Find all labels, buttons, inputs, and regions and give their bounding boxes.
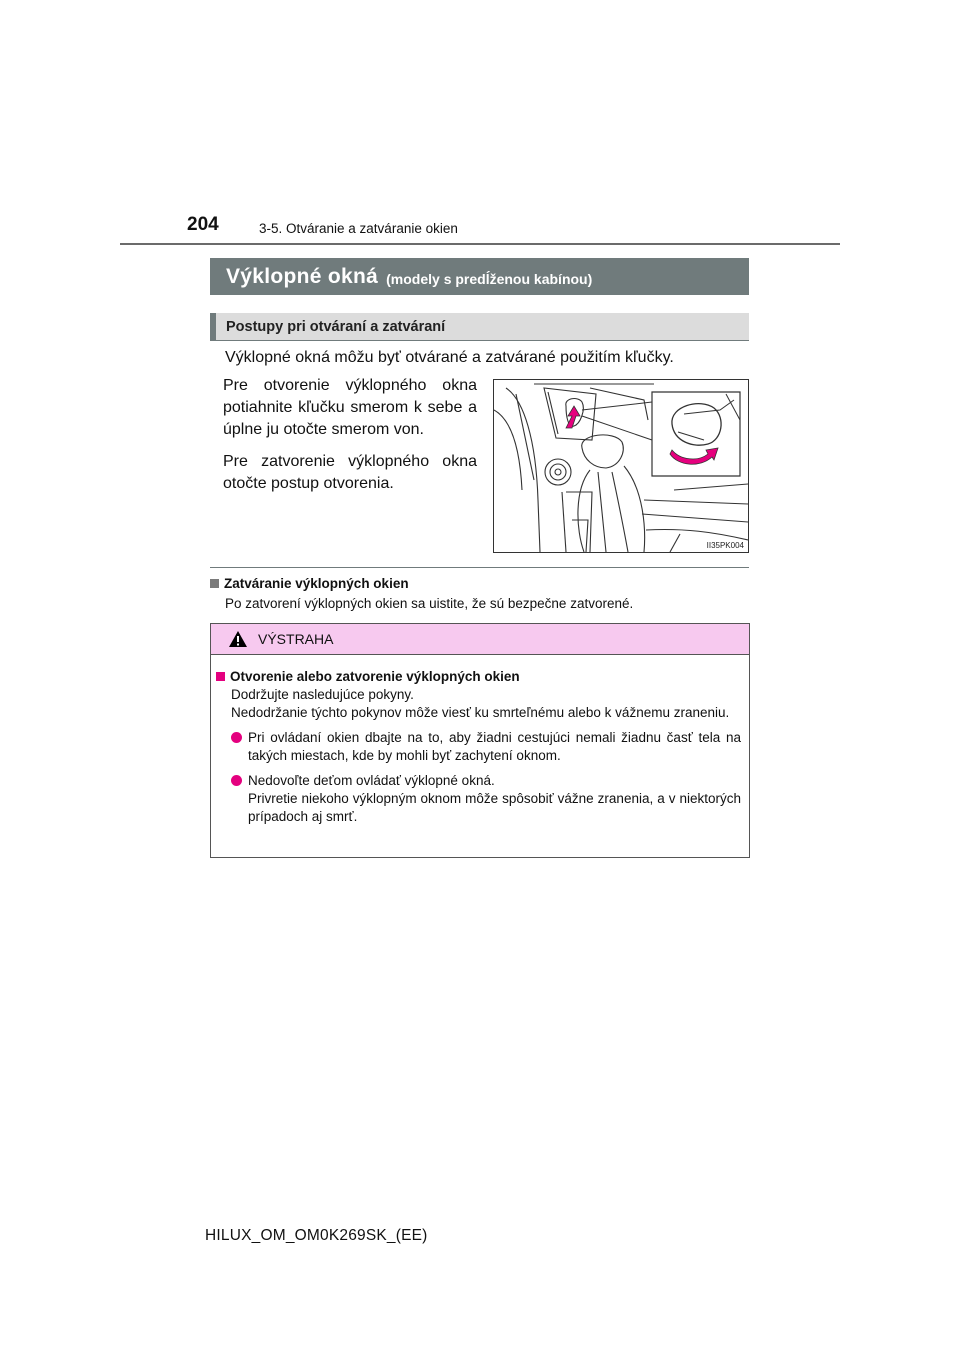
subsection-underline [210,340,749,341]
footer-code: HILUX_OM_OM0K269SK_(EE) [205,1227,428,1244]
intro-text: Výklopné okná môžu byť otvárané a zatvárané použitím kľučky. [225,349,674,366]
round-bullet-icon [231,732,242,743]
warning-title: VÝSTRAHA [258,631,334,647]
header-rule [120,243,840,245]
instruction-open: Pre otvorenie výklopného okna potiahnite kľučku smerom k sebe a úplne ju otočte smerom von. [223,377,477,438]
note-heading-text: Zatváranie výklopných okien [224,576,409,591]
warning-box [210,623,750,858]
section-header: 3-5. Otváranie a zatváranie okien [259,221,458,236]
instruction-close: Pre zatvorenie výklopného okna otočte postup otvorenia. [223,453,477,492]
warning-bullet-line-1: Nedovoľte deťom ovládať výklopné okná. [248,773,495,788]
square-bullet-icon [210,579,219,588]
section-divider [210,567,749,568]
warning-bullet-text: Pri ovládaní okien dbajte na to, aby žiadni cestujúci nemali žiadnu časť tela na takých miestach, kde by mohli byť zachytení oknom. [248,730,741,763]
warning-body [216,686,743,722]
warning-line-1: Dodržujte nasledujúce pokyny. [231,687,414,702]
page-number: 204 [187,214,219,235]
warning-triangle-icon [228,630,248,648]
car-interior-drawing [494,380,748,552]
title-bar [210,258,749,295]
figure-code: II35PK004 [706,541,744,550]
warning-content [211,655,749,826]
warning-bullet-item [216,772,743,826]
warning-heading-text: Otvorenie alebo zatvorenie výklopných okien [230,669,520,684]
square-bullet-icon [216,672,225,681]
warning-header [211,624,749,655]
warning-heading [216,668,743,686]
subsection-bar [210,313,749,340]
round-bullet-icon [231,775,242,786]
subsection-title: Postupy pri otváraní a zatváraní [226,318,446,335]
instructions [223,375,477,505]
page-subtitle: (modely s predĺženou kabínou) [386,270,593,287]
window-handle-illustration [493,379,749,553]
note-heading [210,576,409,591]
warning-line-2: Nedodržanie týchto pokynov môže viesť ku smrteľnému alebo k vážnemu zraneniu. [231,705,730,720]
warning-bullet-item [216,729,743,765]
page-title: Výklopné okná [226,264,379,288]
warning-bullet-line-2: Privretie niekoho výklopným oknom môže spôsobiť vážne zranenia, a v niektorých prípadoch aj smrť. [248,791,741,824]
note-body: Po zatvorení výklopných okien sa uistite, že sú bezpečne zatvorené. [225,596,634,611]
